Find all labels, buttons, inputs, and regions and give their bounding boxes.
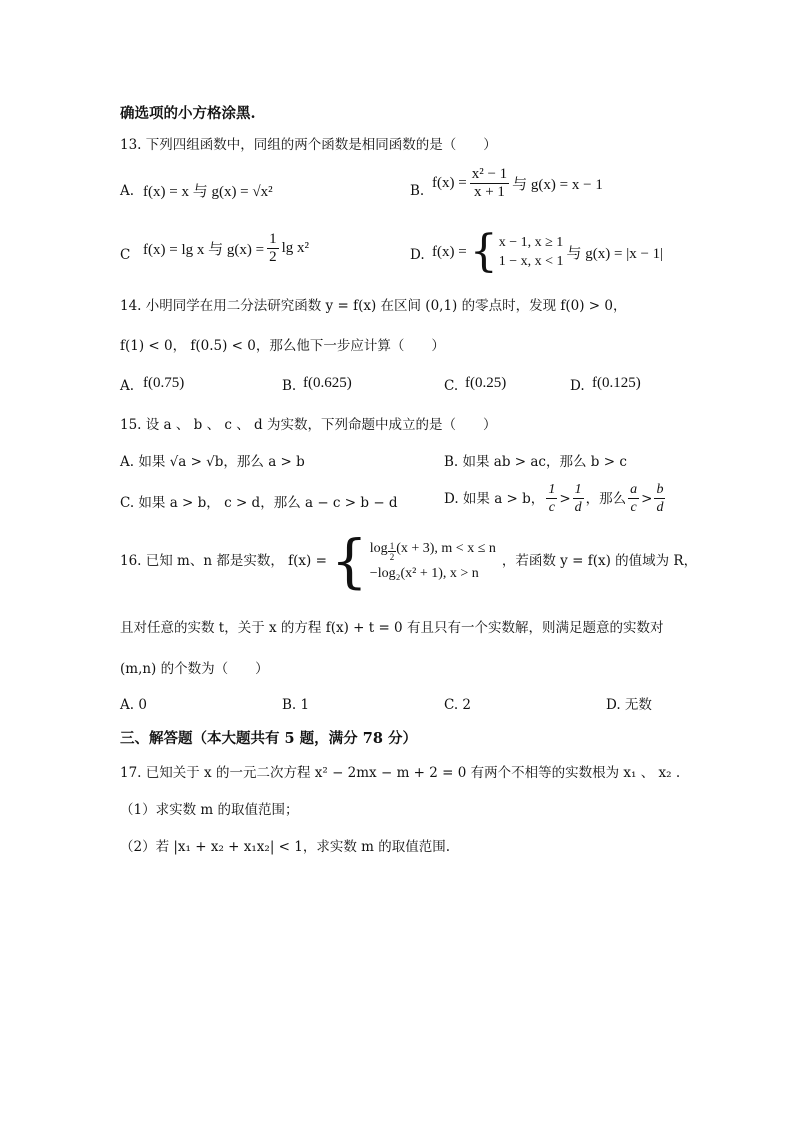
q15-option-d-frac1-num: 1 xyxy=(548,482,556,497)
q16-option-a: A. 0 xyxy=(120,697,147,713)
q13-option-c xyxy=(143,231,309,266)
q16-line3: (m,n) 的个数为（ ） xyxy=(120,661,269,677)
q15-option-d-frac4-den: d xyxy=(656,500,664,515)
q14-option-a-value: f(0.75) xyxy=(143,375,185,391)
q13-option-d-label: D. xyxy=(410,247,425,263)
q16-option-c: C. 2 xyxy=(444,697,472,713)
q15-option-d-pre: D. 如果 a > b， xyxy=(444,490,545,507)
q15-option-d-gt2: > xyxy=(641,490,653,507)
q13-option-b-f: f(x) = xyxy=(432,175,467,191)
q14-option-b-value: f(0.625) xyxy=(303,375,352,391)
q14-stem-line2: f(1) < 0， f(0.5) < 0，那么他下一步应计算（ ） xyxy=(120,338,445,354)
q15-option-b: B. 如果 ab > ac，那么 b > c xyxy=(444,454,627,470)
q16-post: ，若函数 y = f(x) 的值域为 R， xyxy=(501,553,698,569)
q14-option-d-value: f(0.125) xyxy=(592,375,641,391)
q15-option-d-frac4-num: b xyxy=(656,482,664,497)
q16-brace: { xyxy=(330,527,368,595)
q13-option-c-den: 2 xyxy=(269,249,277,265)
q17-part1: （1）求实数 m 的取值范围； xyxy=(120,802,299,818)
q13-option-a-expr: f(x) = x 与 g(x) = √x² xyxy=(143,184,273,200)
q16-option-b: B. 1 xyxy=(282,697,310,713)
q13-option-d-brace: { xyxy=(469,226,498,277)
q13-option-b-rest: 与 g(x) = x − 1 xyxy=(512,177,603,193)
q13-option-c-label: C xyxy=(120,247,131,263)
q13-option-d xyxy=(432,226,664,277)
q14-option-d-label: D. xyxy=(570,378,585,394)
q17-stem: 17. 已知关于 x 的一元二次方程 x² − 2mx − m + 2 = 0 有两个不相等的实数根为 x₁ 、 x₂ . xyxy=(120,765,681,781)
q14-option-a-label: A. xyxy=(120,378,135,394)
q15-option-c: C. 如果 a > b， c > d，那么 a − c > b − d xyxy=(120,495,398,511)
q16-case1-base-den: 2 xyxy=(389,551,395,562)
q13-option-b xyxy=(432,166,603,201)
q15-option-d-frac3 xyxy=(628,481,639,516)
q13-option-d-cases xyxy=(499,233,564,271)
q13-option-c-left: f(x) = lg x 与 g(x) = xyxy=(143,242,265,258)
q16-stem xyxy=(120,527,698,595)
q15-option-d-frac3-den: c xyxy=(630,500,637,515)
q13-option-b-den: x + 1 xyxy=(473,184,505,200)
q13-option-d-f: f(x) = xyxy=(432,243,467,260)
q13-option-a-label: A. xyxy=(120,183,135,199)
q13-option-b-num: x² − 1 xyxy=(471,166,508,182)
q16-line2: 且对任意的实数 t，关于 x 的方程 f(x) + t = 0 有且只有一个实数解，则满足题意的实数对 xyxy=(120,620,664,636)
q16-case1-base-num: 1 xyxy=(389,540,395,551)
q16-pre: 16. 已知 m、n 都是实数， f(x) = xyxy=(120,553,327,569)
q13-option-d-rest: 与 g(x) = |x − 1| xyxy=(566,245,664,262)
q16-case1-log: log xyxy=(369,540,388,556)
q15-stem: 15. 设 a 、 b 、 c 、 d 为实数，下列命题中成立的是（ ） xyxy=(120,417,497,433)
q13-option-c-num: 1 xyxy=(269,231,277,247)
section-3-heading: 三、解答题（本大题共有 5 题，满分 78 分） xyxy=(120,730,417,747)
q15-option-d-frac1 xyxy=(546,481,557,516)
q15-option-d-frac3-num: a xyxy=(630,482,638,497)
q14-stem: 14. 小明同学在用二分法研究函数 y = f(x) 在区间 (0,1) 的零点时，发现 f(0) > 0， xyxy=(120,298,627,314)
q15-option-d xyxy=(444,481,667,516)
q16-cases xyxy=(370,537,496,586)
q15-option-d-frac2-num: 1 xyxy=(574,482,582,497)
q14-option-c-value: f(0.25) xyxy=(465,375,507,391)
q15-option-d-gt1: > xyxy=(559,490,571,507)
q14-option-b-label: B. xyxy=(282,378,297,394)
q17-part2: （2）若 |x₁ + x₂ + x₁x₂| < 1，求实数 m 的取值范围. xyxy=(120,839,451,855)
q14-option-c-label: C. xyxy=(444,378,459,394)
q15-option-d-frac4 xyxy=(654,481,665,516)
q15-option-a: A. 如果 √a > √b，那么 a > b xyxy=(120,454,305,470)
q15-option-d-frac1-den: c xyxy=(548,500,555,515)
q13-option-c-right: lg x² xyxy=(281,240,309,256)
q15-option-d-mid: ，那么 xyxy=(585,490,627,507)
q16-case1-rest: (x + 3), m < x ≤ n xyxy=(396,540,496,556)
q15-option-d-frac2-den: d xyxy=(574,500,582,515)
q16-case2: −log₂(x² + 1), x > n xyxy=(369,565,479,581)
q13-option-b-label: B. xyxy=(410,183,425,199)
q16-case1-base xyxy=(388,541,397,562)
q13-option-d-case1: x − 1, x ≥ 1 xyxy=(498,235,564,250)
q15-option-d-frac2 xyxy=(573,481,584,516)
q16-case1 xyxy=(370,537,496,562)
q13-option-d-case2: 1 − x, x < 1 xyxy=(498,254,564,269)
q13-option-b-fraction xyxy=(470,166,509,201)
q13-option-c-fraction xyxy=(267,231,279,266)
q13-stem: 13. 下列四组函数中，同组的两个函数是相同函数的是（ ） xyxy=(120,137,497,153)
section-tail: 确选项的小方格涂黑. xyxy=(120,105,256,122)
q16-option-d: D. 无数 xyxy=(606,697,652,713)
